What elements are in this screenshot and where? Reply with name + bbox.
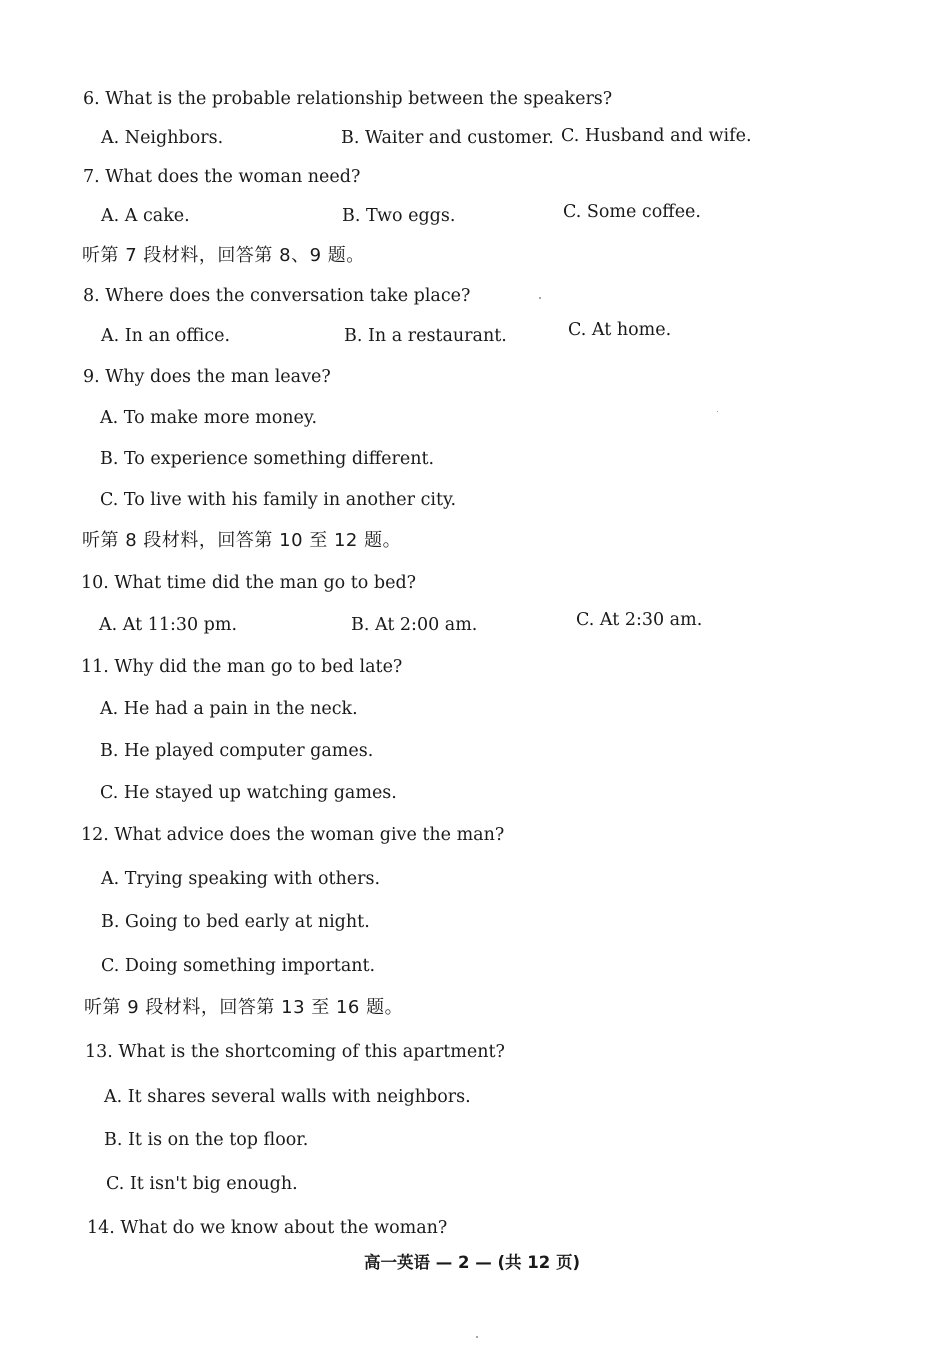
q8-option-c: C. At home. bbox=[568, 320, 672, 340]
q13-option-b: B. It is on the top floor. bbox=[104, 1130, 309, 1150]
q7-option-c: C. Some coffee. bbox=[563, 202, 701, 222]
q7-option-b: B. Two eggs. bbox=[342, 206, 456, 226]
q13-option-a: A. It shares several walls with neighbors. bbox=[104, 1087, 471, 1107]
scan-speck bbox=[539, 297, 541, 299]
q12-option-b: B. Going to bed early at night. bbox=[101, 912, 370, 932]
q10-option-a: A. At 11:30 pm. bbox=[99, 615, 238, 635]
q12-option-c: C. Doing something important. bbox=[101, 956, 376, 976]
question-11: 11. Why did the man go to bed late? bbox=[81, 657, 403, 677]
q9-option-a: A. To make more money. bbox=[100, 408, 318, 428]
q8-option-a: A. In an office. bbox=[101, 326, 231, 346]
q11-option-b: B. He played computer games. bbox=[100, 741, 374, 761]
question-6: 6. What is the probable relationship between the speakers? bbox=[83, 89, 613, 109]
question-13: 13. What is the shortcoming of this apartment? bbox=[85, 1042, 505, 1062]
page-footer: 高一英语 — 2 — (共 12 页) bbox=[364, 1253, 580, 1272]
q6-option-c: C. Husband and wife. bbox=[561, 126, 752, 146]
section-7-instruction: 听第 7 段材料，回答第 8、9 题。 bbox=[82, 245, 365, 266]
q13-option-c: C. It isn't big enough. bbox=[106, 1174, 298, 1194]
question-9: 9. Why does the man leave? bbox=[83, 367, 331, 387]
question-10: 10. What time did the man go to bed? bbox=[81, 573, 417, 593]
section-8-instruction: 听第 8 段材料，回答第 10 至 12 题。 bbox=[82, 530, 402, 551]
question-14: 14. What do we know about the woman? bbox=[87, 1218, 448, 1238]
q6-option-a: A. Neighbors. bbox=[101, 128, 224, 148]
scan-speck bbox=[476, 1336, 478, 1338]
q10-option-b: B. At 2:00 am. bbox=[351, 615, 478, 635]
question-8: 8. Where does the conversation take place? bbox=[83, 286, 471, 306]
scan-speck bbox=[717, 411, 718, 412]
q6-option-b: B. Waiter and customer. bbox=[341, 128, 554, 148]
section-9-instruction: 听第 9 段材料，回答第 13 至 16 题。 bbox=[84, 997, 404, 1018]
q11-option-a: A. He had a pain in the neck. bbox=[100, 699, 358, 719]
q10-option-c: C. At 2:30 am. bbox=[576, 610, 703, 630]
q12-option-a: A. Trying speaking with others. bbox=[101, 869, 381, 889]
q11-option-c: C. He stayed up watching games. bbox=[100, 783, 397, 803]
q8-option-b: B. In a restaurant. bbox=[344, 326, 507, 346]
question-12: 12. What advice does the woman give the man? bbox=[81, 825, 505, 845]
q7-option-a: A. A cake. bbox=[101, 206, 190, 226]
q9-option-b: B. To experience something different. bbox=[100, 449, 435, 469]
question-7: 7. What does the woman need? bbox=[83, 167, 361, 187]
q9-option-c: C. To live with his family in another city. bbox=[100, 490, 457, 510]
